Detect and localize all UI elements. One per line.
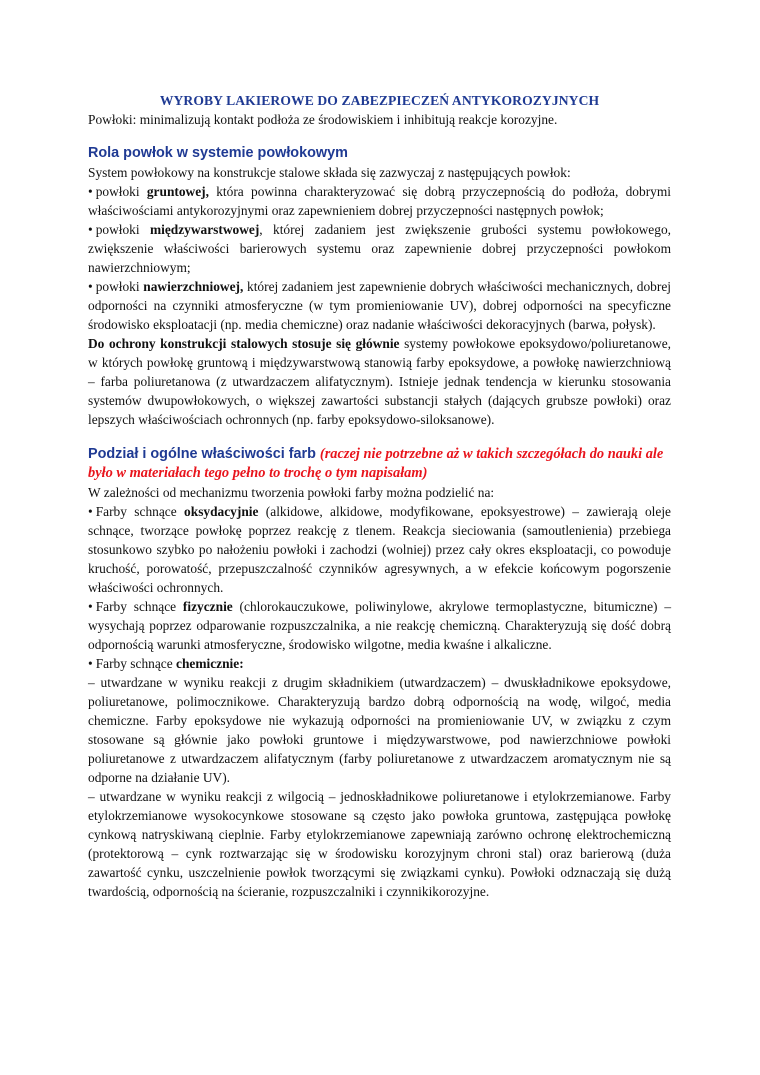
bullet-text-pre: Farby schnące	[95, 656, 177, 671]
bullet-text-post: , której zadaniem jest zwiększenie grubości systemu powłokowego, zwiększenie właściwości barierowych systemu oraz zapewnienie dobrej przyczepności powłokom nawierzchniowym;	[88, 222, 671, 275]
bullet-text-pre: Farby schnące	[95, 599, 183, 614]
bullet-intermediate	[88, 220, 671, 277]
intro-paragraph: Powłoki: minimalizują kontakt podłoża ze środowiskiem i inhibitują reakcje korozyjne.	[88, 112, 558, 127]
bullet-term: nawierzchniowej,	[143, 279, 244, 294]
bullet-icon: •	[88, 222, 93, 237]
bullet-text-pre: powłoki	[95, 222, 150, 237]
bullet-text-post: (chlorokauczukowe, poliwinylowe, akrylowe termoplastyczne, bitumiczne) – wysychają poprzez odparowanie rozpuszczalnika, a nie reakcję chemiczną. Charakteryzują się dość dobrą odpornością warunki atmosferyczne, środowisko wilgotne, media kwaśne i alkaliczne.	[88, 599, 672, 652]
bullet-term: chemicznie:	[176, 656, 244, 671]
bullet-icon: •	[88, 656, 93, 671]
bullet-icon: •	[88, 279, 93, 294]
paragraph-system-intro: System powłokowy na konstrukcje stalowe składa się zazwyczaj z następujących powłok:	[88, 165, 571, 180]
document-content	[88, 91, 671, 901]
section-heading-coating-role: Rola powłok w systemie powłokowym	[88, 145, 348, 161]
bullet-term: fizycznie	[182, 599, 233, 614]
bullet-text-post: (alkidowe, alkidowe, modyfikowane, epoksyestrowe) – zawierają oleje schnące, tworzące powłokę poprzez reakcję z tlenem. Reakcja sieciowania (samoutlenienia) przebiega stosunkowo szybko po nałożeniu powłoki i zachodzi (wolniej) przez cały okres eksploatacji, co powoduje kruchość, porowatość, przepuszczalność czynników agresywnych, a w efekcie końcowym pogorszenie właściwości ochronnych.	[88, 504, 671, 595]
paragraph-steel-protection	[88, 334, 671, 429]
bullet-icon: •	[88, 184, 93, 199]
section-heading-text: Podział i ogólne właściwości farb	[88, 446, 316, 462]
paragraph-moisture-curing: – utwardzane w wyniku reakcji z wilgocią – jednoskładnikowe poliuretanowe i etylokrzemianowe. Farby etylokrzemianowe wysokocynkowe stosowane są często jako powłoka gruntowa, zastępująca powłokę cynkową natryskiwaną cieplnie. Farby etylokrzemianowe zapewniają zarówno ochronę elektrochemiczną (protektorową – cynk roztwarzając się w środowisku korozyjnym chroni stal) oraz barierową (duża zawartość cynku, uszczelnienie powłok tworzącymi się związkami cynku). Powłoki odznaczają się dużą twardością, odpornością na ścieranie, rozpuszczalniki i czynnikikorozyjne.	[88, 789, 671, 899]
bullet-primer	[88, 182, 671, 220]
bullet-icon: •	[88, 504, 93, 519]
section-heading-note: (raczej nie potrzebne aż w takich szczegółach do nauki ale było w materiałach tego pełno to trochę o tym napisałam)	[88, 446, 664, 481]
paragraph-text: systemy powłokowe epoksydowo/poliuretanowe, w których powłokę gruntową i międzywarstwową stanowią farby epoksydowe, a powłokę nawierzchniową – farba poliuretanowa (z utwardzaczem alifatycznym). Istnieje jednak tendencja w kierunku stosowania systemów dwupowłokowych, o większej zawartości substancji stałych (dających grubsze powłoki) oraz lepszych właściwościach ochronnych (np. farby epoksydowo-siloksanowe).	[88, 336, 672, 427]
bullet-icon: •	[88, 599, 93, 614]
bullet-term: oksydacyjnie	[184, 504, 259, 519]
bullet-oxidative	[88, 502, 671, 597]
paragraph-classification-intro: W zależności od mechanizmu tworzenia powłoki farby można podzielić na:	[88, 485, 495, 500]
bullet-text-post: której zadaniem jest zapewnienie dobrych właściwości mechanicznych, dobrej odporności na czynniki atmosferyczne (w tym promieniowanie UV), dobrej odporności na specyficzne środowisko eksploatacji (np. media chemiczne) oraz nadanie właściwości dekoracyjnych (barwa, połysk).	[88, 279, 671, 332]
bullet-physical	[88, 597, 671, 654]
paragraph-bold-lead: Do ochrony konstrukcji stalowych stosuje się głównie	[88, 336, 400, 351]
bullet-topcoat	[88, 277, 671, 334]
bullet-text-pre: powłoki	[95, 184, 147, 199]
document-title: WYROBY LAKIEROWE DO ZABEZPIECZEŃ ANTYKOROZYJNYCH	[159, 93, 600, 108]
bullet-text-pre: Farby schnące	[95, 504, 185, 519]
bullet-text-pre: powłoki	[95, 279, 144, 294]
bullet-chemical	[88, 654, 671, 673]
section-heading-paint-classification	[88, 445, 671, 483]
paragraph-two-component-curing: – utwardzane w wyniku reakcji z drugim składnikiem (utwardzaczem) – dwuskładnikowe epoksydowe, poliuretanowe, polimocznikowe. Charakteryzują bardzo dobrą odpornością na wodę, wilgoć, media chemiczne. Farby epoksydowe nie wykazują odporności na promieniowanie UV, w związku z czym stosowane są głównie jako powłoki gruntowe i międzywarstwowe, pod nawierzchniowe powłoki poliuretanowe z utwardzaczem alifatycznym (farby poliuretanowe z utwardzaczem aromatycznym nie są odporne na działanie UV).	[88, 675, 671, 785]
bullet-term: gruntowej,	[146, 184, 209, 199]
bullet-text-post: która powinna charakteryzować się dobrą przyczepnością do podłoża, dobrymi właściwościami antykorozyjnymi oraz zapewnieniem dobrej przyczepności następnych powłok;	[88, 184, 671, 218]
bullet-term: międzywarstwowej	[149, 222, 260, 237]
